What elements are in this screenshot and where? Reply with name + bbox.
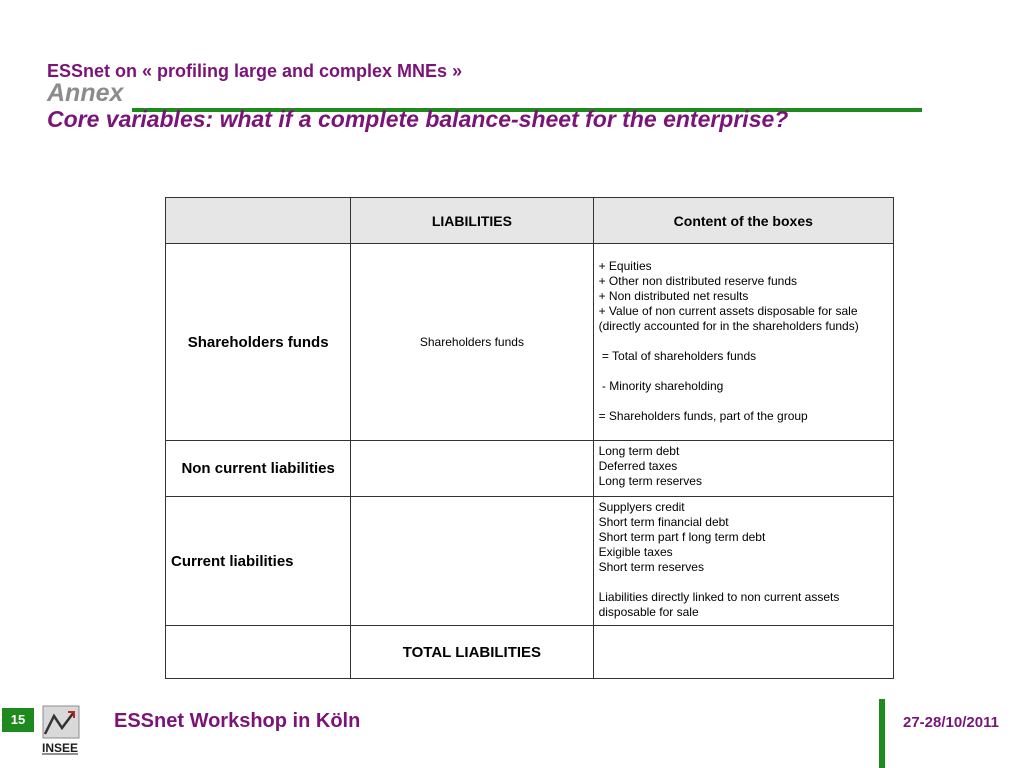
- table-header-row: [166, 198, 894, 244]
- table-row-shareholders-funds: [166, 244, 894, 441]
- balance-sheet-table: [165, 197, 894, 679]
- content-line: = Total of shareholders funds: [598, 349, 757, 363]
- row-content-cell: [593, 497, 893, 626]
- content-spacer: [599, 334, 888, 349]
- total-liabilities-cell: TOTAL LIABILITIES: [351, 626, 593, 679]
- row-label: Shareholders funds: [166, 244, 351, 441]
- content-spacer: [599, 394, 888, 409]
- content-line: Liabilities directly linked to non current assets: [598, 590, 840, 604]
- row-liability-cell: Shareholders funds: [351, 244, 593, 441]
- content-line: + Value of non current assets disposable for sale: [598, 304, 858, 318]
- row-liability-cell: [351, 497, 593, 626]
- content-line: Short term part f long term debt: [598, 530, 766, 544]
- content-line: Long term debt: [598, 444, 680, 458]
- footer-title: ESSnet Workshop in Köln: [114, 710, 361, 732]
- content-line: (directly accounted for in the shareholders funds): [598, 319, 859, 333]
- content-line: disposable for sale: [598, 605, 699, 619]
- content-line: Supplyers credit: [598, 500, 685, 514]
- content-line: Long term reserves: [598, 474, 702, 488]
- svg-text:INSEE: INSEE: [41, 741, 79, 755]
- footer-date: 27-28/10/2011: [903, 714, 999, 731]
- content-line: - Minority shareholding: [598, 379, 724, 393]
- content-line: Short term reserves: [598, 560, 704, 574]
- row-label: [166, 626, 351, 679]
- header-cell-content: Content of the boxes: [593, 198, 893, 244]
- slide-supertitle: ESSnet on « profiling large and complex MNEs »: [47, 61, 463, 81]
- content-line: + Other non distributed reserve funds: [598, 274, 798, 288]
- table-row-total-liabilities: [166, 626, 894, 679]
- content-line: Deferred taxes: [598, 459, 678, 473]
- content-line: = Shareholders funds, part of the group: [598, 409, 808, 423]
- page-number: 15: [2, 708, 34, 732]
- content-spacer: [599, 364, 888, 379]
- row-content-cell: [593, 244, 893, 441]
- header-cell-liabilities: LIABILITIES: [351, 198, 593, 244]
- header-cell-empty: [166, 198, 351, 244]
- slide-section-title: Annex: [47, 79, 124, 107]
- table-row-current-liabilities: [166, 497, 894, 626]
- content-line: Exigible taxes: [598, 545, 673, 559]
- row-content-cell: [593, 441, 893, 497]
- footer-divider: [879, 699, 885, 768]
- row-label: Non current liabilities: [166, 441, 351, 497]
- content-line: Short term financial debt: [598, 515, 729, 529]
- row-liability-cell: [351, 441, 593, 497]
- slide-title: Core variables: what if a complete balance-sheet for the enterprise?: [47, 106, 789, 132]
- content-line: + Non distributed net results: [598, 289, 749, 303]
- content-spacer: [599, 575, 888, 590]
- table-row-non-current-liabilities: [166, 441, 894, 497]
- row-content-cell: [593, 626, 893, 679]
- row-label: Current liabilities: [166, 497, 351, 626]
- content-line: + Equities: [598, 259, 652, 273]
- insee-logo: [36, 704, 84, 756]
